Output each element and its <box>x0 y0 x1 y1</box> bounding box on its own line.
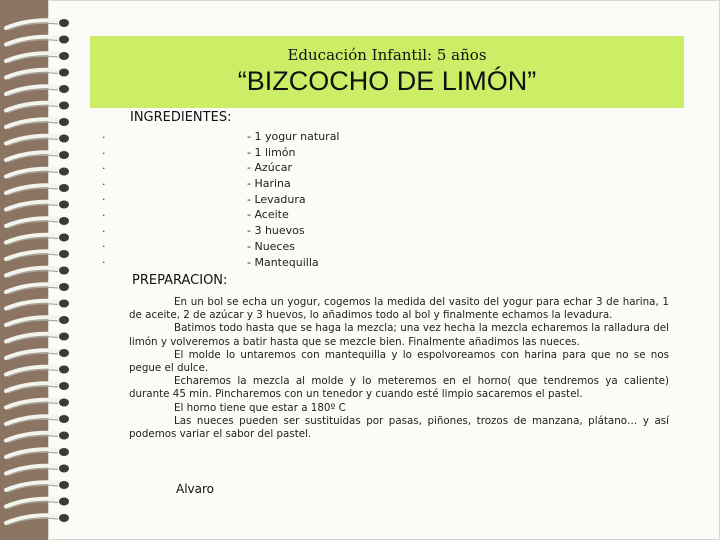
ingredient-item: - Azúcar <box>247 161 293 175</box>
spiral-ring <box>6 168 69 179</box>
preparation-paragraph: El molde lo untaremos con mantequilla y lo espolvoreamos con harina para que no se nos pegue el dulce. <box>129 348 669 375</box>
spiral-ring <box>6 316 69 327</box>
spiral-ring <box>6 36 69 47</box>
bullet: · <box>102 146 106 160</box>
ingredient-item: - Levadura <box>247 192 306 206</box>
spiral-ring <box>6 234 69 245</box>
bullet: · <box>102 224 106 238</box>
preparation-paragraph: El horno tiene que estar a 180º C <box>174 401 346 414</box>
spiral-ring <box>6 184 69 195</box>
author-name: Alvaro <box>176 482 215 496</box>
spiral-ring <box>6 52 69 63</box>
spiral-ring <box>6 333 69 344</box>
ingredients-heading: INGREDIENTES: <box>130 110 232 125</box>
ingredient-item: - Aceite <box>247 208 289 222</box>
spiral-ring <box>6 135 69 146</box>
spiral-ring <box>6 151 69 162</box>
spiral-ring <box>6 250 69 261</box>
bullet: · <box>102 131 106 144</box>
spiral-ring <box>6 382 69 393</box>
preparation-paragraph: Batimos todo hasta que se haga la mezcla; una vez hecha la mezcla echaremos la ralladura del limón y volveremos a batir hasta que se mezcle bien. Finalmente añadimos las nueces. <box>129 322 669 348</box>
spiral-ring <box>6 399 69 410</box>
bullet: · <box>102 162 106 176</box>
spiral-ring <box>6 69 69 80</box>
spiral-ring <box>6 267 69 278</box>
preparation-paragraph: Las nueces pueden ser sustituidas por pasas, piñones, trozos de manzana, plátano… y así podemos variar el sabor del pastel. <box>129 414 669 441</box>
bullet-column <box>102 130 106 270</box>
preparation-text <box>129 296 669 441</box>
spiral-ring <box>6 481 69 492</box>
spiral-ring <box>6 366 69 377</box>
spiral-ring <box>6 201 69 212</box>
ingredient-item: - 1 limón <box>247 145 296 159</box>
ingredients-list <box>247 129 340 270</box>
title-banner <box>90 36 684 108</box>
spiral-ring <box>6 514 69 525</box>
spiral-ring <box>6 415 69 426</box>
spiral-ring <box>6 283 69 294</box>
spiral-ring <box>6 85 69 96</box>
spiral-ring <box>6 19 69 30</box>
bullet: · <box>102 193 106 207</box>
spiral-ring <box>6 217 69 228</box>
spiral-ring <box>6 498 69 509</box>
preparation-paragraph: Echaremos la mezcla al molde y lo meteremos en el horno( que tendremos ya caliente) durante 45 min. Pincharemos con un tenedor y cuando esté limpio sacaremos el pastel. <box>129 375 669 401</box>
preparation-paragraph: En un bol se echa un yogur, cogemos la medida del vasito del yogur para echar 3 de harina, 1 de aceite, 2 de azúcar y 3 huevos, lo añadimos todo al bol y finalmente echamos la levadura. <box>129 296 669 322</box>
spiral-binding <box>0 0 80 540</box>
preparation-heading: PREPARACION: <box>132 273 228 288</box>
bullet: · <box>102 177 106 191</box>
spiral-ring <box>6 102 69 113</box>
bullet: · <box>102 255 106 269</box>
spiral-ring <box>6 118 69 129</box>
page-title: “BIZCOCHO DE LIMÓN” <box>237 66 537 96</box>
spiral-ring <box>6 448 69 459</box>
subtitle: Educación Infantil: 5 años <box>287 46 487 64</box>
spiral-ring <box>6 465 69 476</box>
ingredient-item: - Mantequilla <box>247 255 319 269</box>
spiral-ring <box>6 349 69 360</box>
ingredient-item: - Nueces <box>247 239 295 253</box>
ingredient-item: - Harina <box>247 177 291 191</box>
ingredient-item: - 1 yogur natural <box>247 130 340 143</box>
bullet: · <box>102 208 106 222</box>
spiral-ring <box>6 432 69 443</box>
ingredient-item: - 3 huevos <box>247 224 305 238</box>
bullet: · <box>102 240 106 254</box>
spiral-ring <box>6 300 69 311</box>
